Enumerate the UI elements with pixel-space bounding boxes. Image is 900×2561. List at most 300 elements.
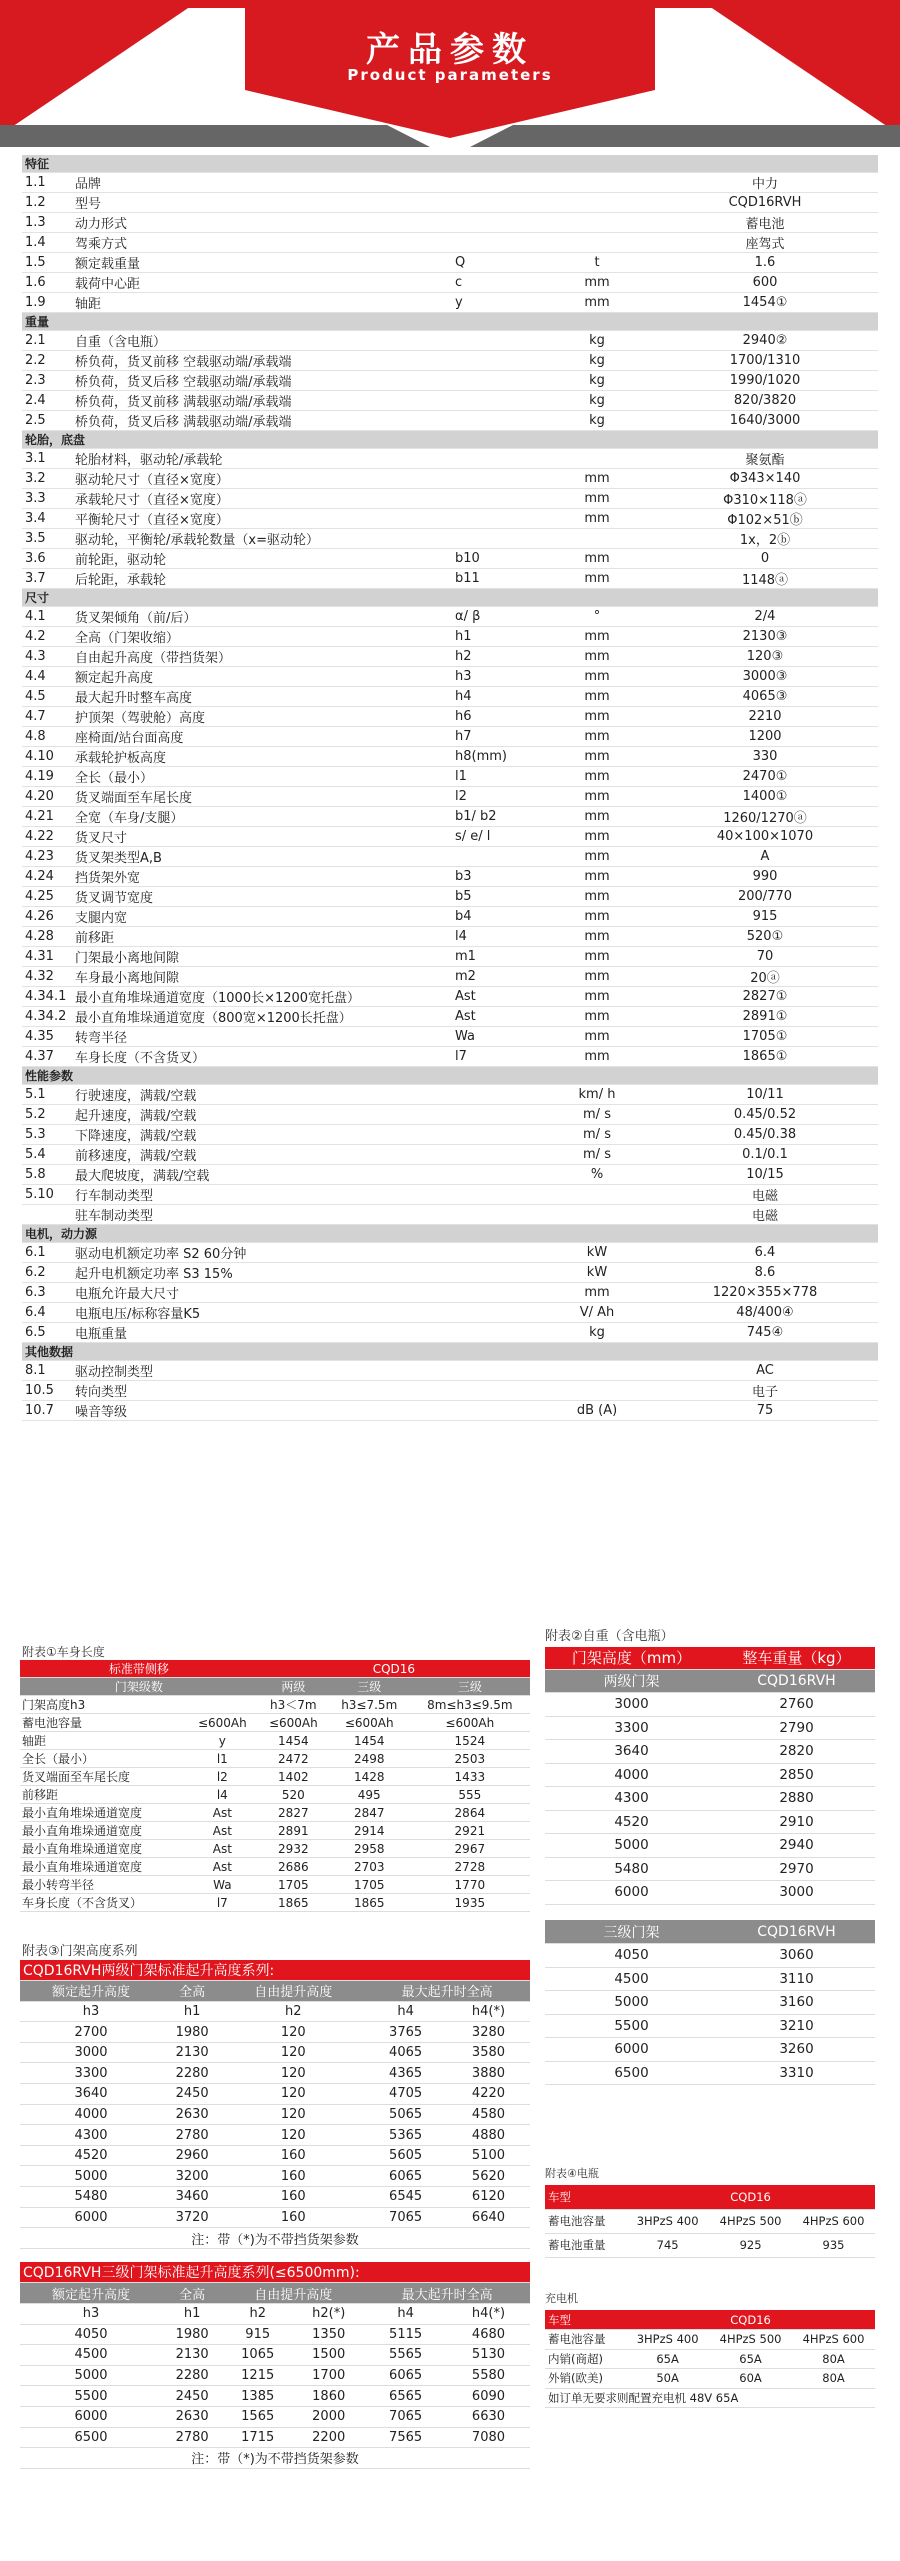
- spec-row: [22, 667, 878, 687]
- table-cell: t: [542, 253, 652, 273]
- table-cell: 4.8: [22, 727, 72, 747]
- table-cell: 6000: [545, 2038, 718, 2062]
- table-cell: 330: [652, 747, 878, 767]
- section-header: [22, 155, 878, 173]
- table-row: [20, 2324, 530, 2345]
- table-cell: h8(mm): [452, 747, 542, 767]
- table-cell: [22, 1205, 72, 1225]
- spec-row: [22, 787, 878, 807]
- table-cell: 3640: [545, 1740, 718, 1764]
- table-cell: mm: [542, 1047, 652, 1067]
- table-cell: [452, 1323, 542, 1343]
- table-cell: kg: [542, 391, 652, 411]
- table-cell: mm: [542, 1027, 652, 1047]
- table-cell: 1.9: [22, 293, 72, 313]
- table-cell: 2450: [162, 2084, 222, 2105]
- table-cell: 2280: [162, 2365, 222, 2386]
- table-cell: 75: [652, 1401, 878, 1421]
- table-cell: 120: [222, 2084, 364, 2105]
- table-cell: 3HPzS 400: [626, 2330, 709, 2350]
- table-cell: h4: [452, 687, 542, 707]
- table-cell: b10: [452, 549, 542, 569]
- spec-row: [22, 253, 878, 273]
- table-cell: kg: [542, 411, 652, 431]
- table-cell: 1700/1310: [652, 351, 878, 371]
- table-cell: 电瓶允许最大尺寸: [72, 1283, 452, 1303]
- table-cell: 3765: [364, 2022, 447, 2043]
- table-cell: 1065: [222, 2345, 293, 2366]
- table-cell: mm: [542, 787, 652, 807]
- table-cell: kg: [542, 371, 652, 391]
- table-cell: 4.31: [22, 947, 72, 967]
- table-cell: 4880: [447, 2125, 530, 2146]
- table-cell: 整车重量（kg）: [718, 1647, 875, 1669]
- table-cell: kg: [542, 1323, 652, 1343]
- table-cell: 5000: [20, 2365, 162, 2386]
- spec-row: [22, 947, 878, 967]
- spec-row: [22, 529, 878, 549]
- spec-row: [22, 627, 878, 647]
- table-cell: 745: [626, 2233, 709, 2257]
- table-cell: 自重（含电瓶）: [72, 331, 452, 351]
- table-cell: 车身长度（不含货叉）: [72, 1047, 452, 1067]
- spec-row: [22, 351, 878, 371]
- table-cell: Ast: [187, 1804, 258, 1822]
- table-cell: 120③: [652, 647, 878, 667]
- table-cell: 2130: [162, 2042, 222, 2063]
- table-cell: [452, 847, 542, 867]
- table-cell: 3.1: [22, 449, 72, 469]
- table-cell: 型号: [72, 193, 452, 213]
- table-cell: 2958: [329, 1840, 410, 1858]
- table-cell: 内销(商超): [545, 2349, 626, 2369]
- table-cell: CQD16RVH: [718, 1920, 875, 1944]
- table-cell: b3: [452, 867, 542, 887]
- table-cell: 支腿内宽: [72, 907, 452, 927]
- table-cell: 1705: [258, 1876, 329, 1894]
- table-cell: [452, 1401, 542, 1421]
- redh-row: [20, 1660, 530, 1678]
- table-cell: h4(*): [447, 2304, 530, 2325]
- table-cell: 1860: [293, 2386, 364, 2407]
- table-cell: 3580: [447, 2042, 530, 2063]
- spec-row: [22, 1323, 878, 1343]
- table-cell: 1433: [410, 1768, 530, 1786]
- table-cell: 2498: [329, 1750, 410, 1768]
- table-cell: 额定起升高度: [20, 1981, 162, 2002]
- table-cell: 1215: [222, 2365, 293, 2386]
- table-cell: [452, 509, 542, 529]
- gap-row: [20, 2248, 530, 2262]
- table-cell: 驱动轮，平衡轮/承载轮数量（x=驱动轮）: [72, 529, 452, 549]
- table-cell: Q: [452, 253, 542, 273]
- section-header: [22, 1067, 878, 1085]
- table-cell: 5.4: [22, 1145, 72, 1165]
- table-cell: 6000: [20, 2207, 162, 2228]
- table-cell: 2.3: [22, 371, 72, 391]
- spec-row: [22, 549, 878, 569]
- table-cell: [542, 1381, 652, 1401]
- table-row: [20, 1822, 530, 1840]
- table-cell: 520①: [652, 927, 878, 947]
- table-cell: 2932: [258, 1840, 329, 1858]
- table-cell: CQD16RVH三级门架标准起升高度系列(≤6500mm):: [20, 2262, 530, 2283]
- spec-row: [22, 807, 878, 827]
- table-cell: mm: [542, 867, 652, 887]
- table-cell: 1454: [329, 1732, 410, 1750]
- table-cell: 最小直角堆垛通道宽度: [20, 1804, 187, 1822]
- spec-row: [22, 1185, 878, 1205]
- table-cell: 电磁: [652, 1185, 878, 1205]
- table-row: [545, 2330, 875, 2350]
- table-cell: 5.8: [22, 1165, 72, 1185]
- table-cell: h7: [452, 727, 542, 747]
- table-cell: 5.2: [22, 1105, 72, 1125]
- table-cell: 1524: [410, 1732, 530, 1750]
- table-cell: 2.5: [22, 411, 72, 431]
- table-cell: 1.1: [22, 173, 72, 193]
- table-cell: 桥负荷，货叉前移 满载驱动端/承载端: [72, 391, 452, 411]
- table-cell: 915: [652, 907, 878, 927]
- table-cell: 挡货架外宽: [72, 867, 452, 887]
- table-row: [545, 1716, 875, 1740]
- table-cell: mm: [542, 747, 652, 767]
- spec-row: [22, 1165, 878, 1185]
- table-cell: l4: [452, 927, 542, 947]
- table-cell: 两级门架: [545, 1669, 718, 1693]
- table-cell: h4: [364, 2304, 447, 2325]
- table-cell: 50A: [626, 2369, 709, 2389]
- page-title: 产品参数: [366, 30, 534, 70]
- table-cell: 6.2: [22, 1263, 72, 1283]
- table-cell: mm: [542, 727, 652, 747]
- table-cell: [542, 1361, 652, 1381]
- table-cell: 4.22: [22, 827, 72, 847]
- table-cell: [452, 449, 542, 469]
- table-cell: 2130: [162, 2345, 222, 2366]
- table-cell: 货叉端面至车尾长度: [72, 787, 452, 807]
- table-cell: 4680: [447, 2324, 530, 2345]
- table-cell: 前轮距，驱动轮: [72, 549, 452, 569]
- table-cell: 三级: [329, 1678, 410, 1696]
- table-cell: 最小直角堆垛通道宽度（800宽×1200长托盘）: [72, 1007, 452, 1027]
- table-row: [545, 1967, 875, 1991]
- table-cell: mm: [542, 469, 652, 489]
- table-cell: CQD16: [258, 1660, 530, 1678]
- table-row: [20, 2406, 530, 2427]
- table-cell: 0.1/0.1: [652, 1145, 878, 1165]
- table-cell: [452, 1165, 542, 1185]
- spec-row: [22, 569, 878, 589]
- table-cell: [542, 1205, 652, 1225]
- table-cell: [452, 1125, 542, 1145]
- t2-caption: 附表②自重（含电瓶）: [545, 1629, 674, 1644]
- table-row: [20, 1732, 530, 1750]
- table-cell: 蓄电池容量: [20, 1714, 187, 1732]
- table-cell: 1385: [222, 2386, 293, 2407]
- table-cell: 车身长度（不含货叉）: [20, 1894, 187, 1912]
- table-cell: 160: [222, 2207, 364, 2228]
- table-cell: 注：带（*)为不带挡货架参数: [20, 2448, 530, 2469]
- table-cell: 1400①: [652, 787, 878, 807]
- table-cell: 3.5: [22, 529, 72, 549]
- section-header: [22, 589, 878, 607]
- table-cell: 4HPzS 500: [709, 2330, 792, 2350]
- table-cell: 5480: [545, 1857, 718, 1881]
- table-cell: h1: [162, 2001, 222, 2022]
- table-cell: 车型: [545, 2310, 626, 2330]
- table-cell: 3880: [447, 2063, 530, 2084]
- table-cell: mm: [542, 927, 652, 947]
- table-cell: 桥负荷，货叉后移 满载驱动端/承载端: [72, 411, 452, 431]
- table-cell: 3000: [718, 1881, 875, 1905]
- table-cell: mm: [542, 293, 652, 313]
- table-cell: 自由提升高度: [222, 2283, 364, 2304]
- table-cell: [452, 233, 542, 253]
- redh-row: [545, 2310, 875, 2330]
- table-cell: 最大起升时整车高度: [72, 687, 452, 707]
- table-cell: CQD16RVH: [718, 1669, 875, 1693]
- table-cell: [542, 233, 652, 253]
- table-cell: 聚氨酯: [652, 449, 878, 469]
- table-cell: kg: [542, 351, 652, 371]
- spec-row: [22, 391, 878, 411]
- greyh-row: [20, 1981, 530, 2002]
- table-cell: 额定载重量: [72, 253, 452, 273]
- table-row: [20, 2022, 530, 2043]
- table-cell: 4.34.1: [22, 987, 72, 1007]
- table-cell: 4.1: [22, 607, 72, 627]
- table-cell: 4.19: [22, 767, 72, 787]
- table-cell: mm: [542, 1007, 652, 1027]
- table-cell: dB (A): [542, 1401, 652, 1421]
- table-cell: mm: [542, 1283, 652, 1303]
- table-cell: 6.4: [22, 1303, 72, 1323]
- spec-row: [22, 1381, 878, 1401]
- table-cell: 200/770: [652, 887, 878, 907]
- table-row: [20, 2063, 530, 2084]
- table-row: [545, 2014, 875, 2038]
- table-cell: 2780: [162, 2427, 222, 2448]
- table-cell: 4050: [545, 1944, 718, 1968]
- table-cell: h3: [20, 2304, 162, 2325]
- table-cell: 4000: [545, 1763, 718, 1787]
- table-cell: l1: [187, 1750, 258, 1768]
- table-cell: 4000: [20, 2104, 162, 2125]
- table-cell: mm: [542, 647, 652, 667]
- table-cell: [452, 1303, 542, 1323]
- table-cell: b1/ b2: [452, 807, 542, 827]
- table-cell: ≤600Ah: [410, 1714, 530, 1732]
- spec-row: [22, 1085, 878, 1105]
- table-cell: 重量: [22, 313, 878, 331]
- table-cell: 电瓶电压/标称容量K5: [72, 1303, 452, 1323]
- spec-row: [22, 293, 878, 313]
- table-cell: 990: [652, 867, 878, 887]
- table-cell: ≤600Ah: [187, 1714, 258, 1732]
- table-cell: mm: [542, 827, 652, 847]
- spec-row: [22, 987, 878, 1007]
- table-cell: 2630: [162, 2406, 222, 2427]
- table-cell: 520: [258, 1786, 329, 1804]
- table-cell: 935: [792, 2233, 875, 2257]
- t4-caption: 附表④电瓶: [545, 2167, 599, 2180]
- table-cell: 2780: [162, 2125, 222, 2146]
- spec-row: [22, 707, 878, 727]
- spec-row: [22, 489, 878, 509]
- mast-height-table: [20, 1960, 530, 2469]
- table-cell: 4220: [447, 2084, 530, 2105]
- table-cell: 4.4: [22, 667, 72, 687]
- table-cell: mm: [542, 847, 652, 867]
- table-cell: 全长（最小）: [72, 767, 452, 787]
- table-cell: 2914: [329, 1822, 410, 1840]
- spec-row: [22, 331, 878, 351]
- table-cell: kW: [542, 1243, 652, 1263]
- table-row: [20, 1786, 530, 1804]
- table-cell: V/ Ah: [542, 1303, 652, 1323]
- table-cell: [542, 1185, 652, 1205]
- table-cell: 4050: [20, 2324, 162, 2345]
- table-row: [545, 2209, 875, 2233]
- table-cell: h2: [452, 647, 542, 667]
- table-cell: [452, 1085, 542, 1105]
- table-row: [545, 1991, 875, 2015]
- table-cell: mm: [542, 687, 652, 707]
- redh-row: [20, 1960, 530, 1981]
- table-cell: 160: [222, 2166, 364, 2187]
- table-row: [20, 1696, 530, 1714]
- table-cell: mm: [542, 987, 652, 1007]
- table-cell: 555: [410, 1786, 530, 1804]
- table-cell: 80A: [792, 2369, 875, 2389]
- table-cell: h6: [452, 707, 542, 727]
- table-cell: CQD16RVH: [652, 193, 878, 213]
- table-cell: h1: [452, 627, 542, 647]
- spec-row: [22, 1145, 878, 1165]
- table-cell: 3300: [545, 1716, 718, 1740]
- table-cell: 2940: [718, 1834, 875, 1858]
- table-cell: CQD16: [626, 2310, 875, 2330]
- table-cell: 10/15: [652, 1165, 878, 1185]
- table-cell: 2630: [162, 2104, 222, 2125]
- table-row: [545, 2388, 875, 2408]
- table-cell: [452, 529, 542, 549]
- spec-row: [22, 867, 878, 887]
- redh-row: [545, 2185, 875, 2209]
- table-cell: h2(*): [293, 2304, 364, 2325]
- table-cell: 最大起升时全高: [364, 2283, 530, 2304]
- table-cell: 蓄电池容量: [545, 2330, 626, 2350]
- table-row: [545, 2369, 875, 2389]
- table-cell: 4365: [364, 2063, 447, 2084]
- spec-row: [22, 233, 878, 253]
- table-cell: 2891①: [652, 1007, 878, 1027]
- table-cell: 最小直角堆垛通道宽度: [20, 1858, 187, 1876]
- table-cell: 0: [652, 549, 878, 569]
- table-cell: 7565: [364, 2427, 447, 2448]
- table-cell: 2280: [162, 2063, 222, 2084]
- t1-caption: 附表①车身长度: [22, 1645, 105, 1659]
- table-cell: 最大起升时全高: [364, 1981, 530, 2002]
- table-cell: l1: [452, 767, 542, 787]
- spec-row: [22, 1283, 878, 1303]
- table-cell: 5580: [447, 2365, 530, 2386]
- table-cell: 3260: [718, 2038, 875, 2062]
- table-cell: 8.6: [652, 1263, 878, 1283]
- table-cell: 载荷中心距: [72, 273, 452, 293]
- table-cell: 5500: [20, 2386, 162, 2407]
- table-cell: 120: [222, 2022, 364, 2043]
- spec-row: [22, 967, 878, 987]
- spec-row: [22, 1303, 878, 1323]
- table-cell: [452, 489, 542, 509]
- table-cell: 2210: [652, 707, 878, 727]
- table-cell: 0.45/0.38: [652, 1125, 878, 1145]
- table-cell: 6000: [545, 1881, 718, 1905]
- table-cell: 电磁: [652, 1205, 878, 1225]
- table-cell: 1565: [222, 2406, 293, 2427]
- table-cell: l7: [187, 1894, 258, 1912]
- table-cell: 自由提升高度: [222, 1981, 364, 2002]
- table-cell: 3.2: [22, 469, 72, 489]
- table-cell: 最小直角堆垛通道宽度（1000长×1200宽托盘）: [72, 987, 452, 1007]
- table-cell: c: [452, 273, 542, 293]
- table-cell: 驻车制动类型: [72, 1205, 452, 1225]
- table-cell: [542, 173, 652, 193]
- table-cell: 4HPzS 600: [792, 2209, 875, 2233]
- table-cell: 5.1: [22, 1085, 72, 1105]
- table-cell: 2.1: [22, 331, 72, 351]
- table-cell: 1865①: [652, 1047, 878, 1067]
- table-cell: 1454: [258, 1732, 329, 1750]
- table-cell: 4065③: [652, 687, 878, 707]
- table-cell: 120: [222, 2063, 364, 2084]
- table-cell: 3210: [718, 2014, 875, 2038]
- table-cell: 全宽（车身/支腿）: [72, 807, 452, 827]
- table-row: [545, 1857, 875, 1881]
- table-cell: 3.7: [22, 569, 72, 589]
- table-cell: 3HPzS 400: [626, 2209, 709, 2233]
- table-cell: α/ β: [452, 607, 542, 627]
- spec-row: [22, 607, 878, 627]
- table-cell: 1990/1020: [652, 371, 878, 391]
- table-cell: 2760: [718, 1693, 875, 1717]
- table-cell: 驱动电机额定功率 S2 60分钟: [72, 1243, 452, 1263]
- table-cell: 4300: [20, 2125, 162, 2146]
- table-cell: 4.24: [22, 867, 72, 887]
- table-cell: 4500: [545, 1967, 718, 1991]
- table-cell: 5.3: [22, 1125, 72, 1145]
- t5-caption: 充电机: [545, 2292, 578, 2305]
- spec-row: [22, 647, 878, 667]
- table-cell: [452, 1205, 542, 1225]
- table-cell: 起升电机额定功率 S3 15%: [72, 1263, 452, 1283]
- table-cell: 120: [222, 2125, 364, 2146]
- table-cell: 4520: [545, 1810, 718, 1834]
- table-cell: 门架级数: [20, 1678, 258, 1696]
- spec-row: [22, 1007, 878, 1027]
- table-row: [545, 1787, 875, 1811]
- table-row: [20, 1714, 530, 1732]
- table-row: [20, 2365, 530, 2386]
- table-cell: 120: [222, 2042, 364, 2063]
- table-cell: 承载轮护板高度: [72, 747, 452, 767]
- table-cell: [452, 1105, 542, 1125]
- table-cell: 2686: [258, 1858, 329, 1876]
- table-row: [545, 2349, 875, 2369]
- table-cell: 额定起升高度: [20, 2283, 162, 2304]
